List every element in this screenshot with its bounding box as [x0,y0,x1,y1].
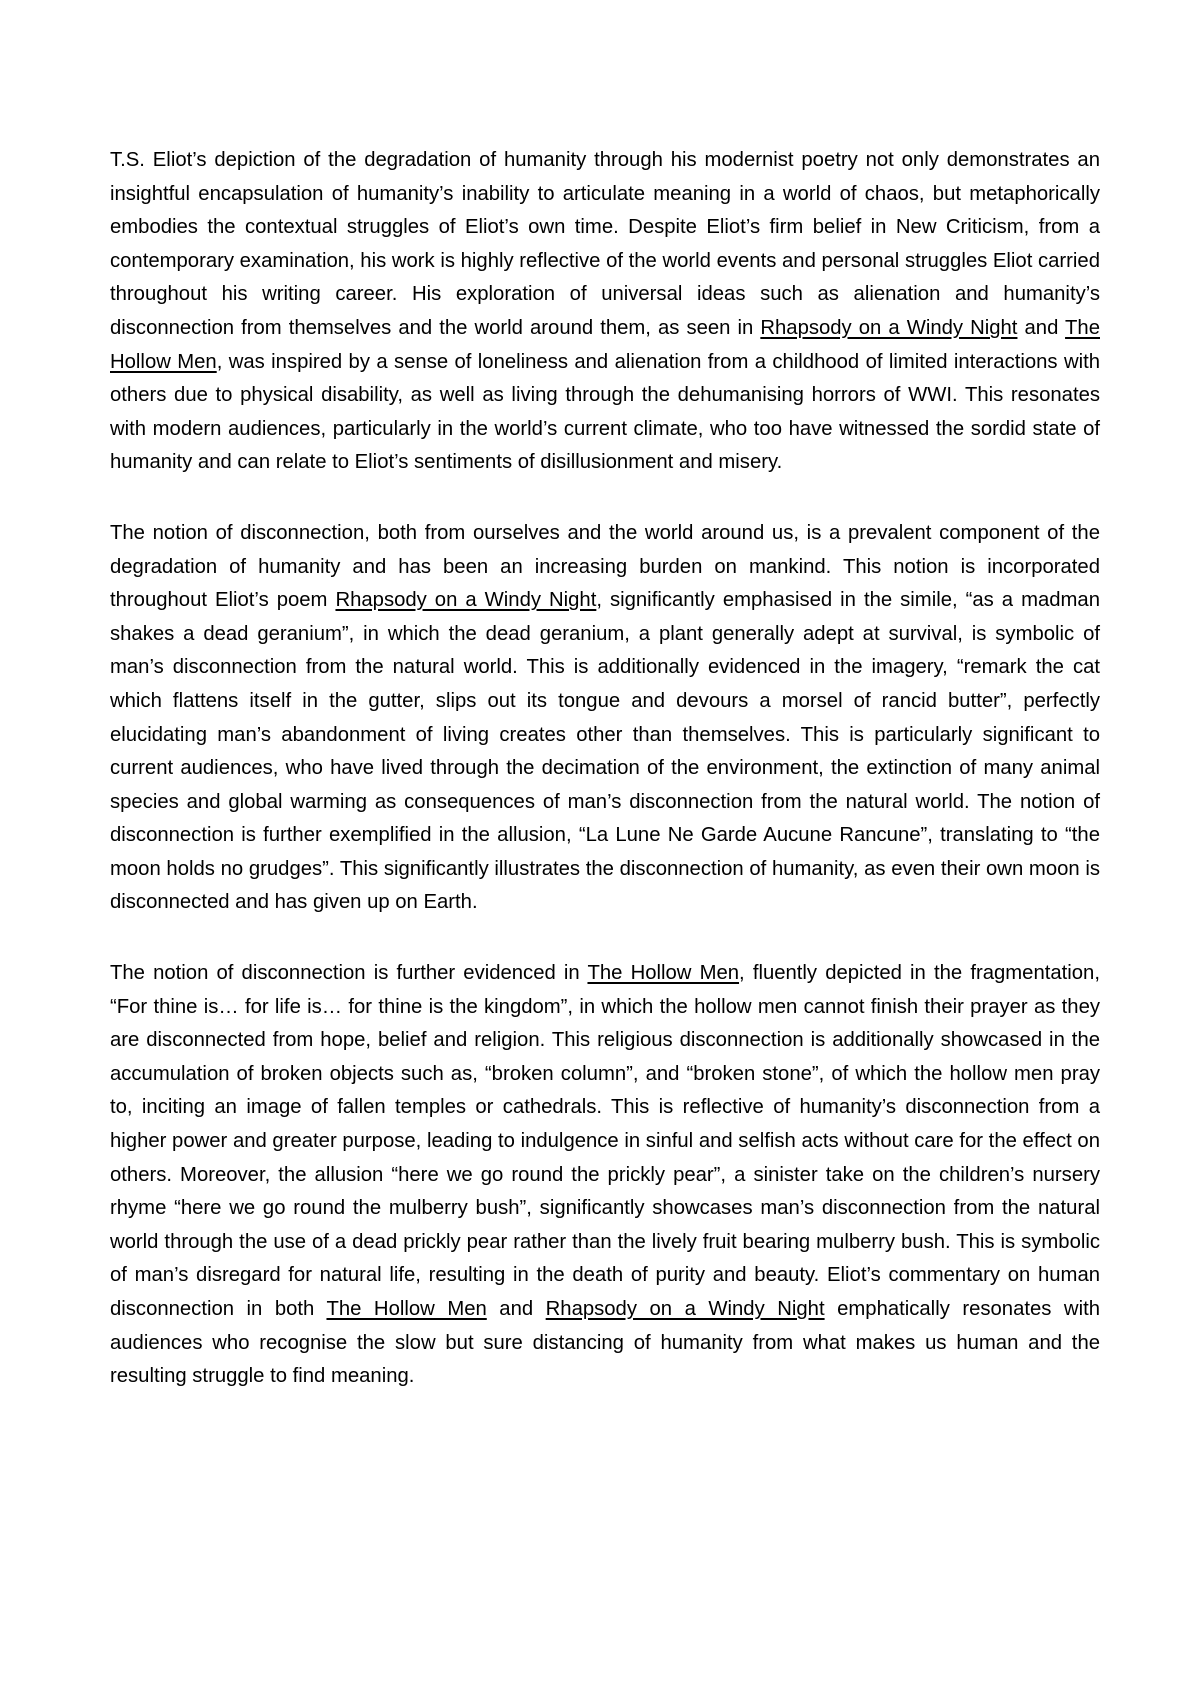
text-segment: , was inspired by a sense of loneliness and alienation from a childhood of limited interactions with others due to physical disability, as well as living through the dehumanising horrors of WWI. This resonates with modern audiences, particularly in the world’s current climate, who too have witnessed the sordid state of humanity and can relate to Eliot’s sentiments of disillusionment and misery. [110,350,1101,474]
text-segment: The notion of disconnection, both from ourselves and the world around us, is a prevalent component of the degradation of humanity and has been an increasing burden on mankind. This notion is incorporated throughout Eliot’s poem [110,521,1100,612]
text-segment: emphatically resonates with audiences who recognise the slow but sure distancing of humanity from what makes us human and the resulting struggle to find meaning. [110,1298,1101,1388]
poem-title-hollow-men: The Hollow Men [110,316,1100,373]
text-segment: and [486,1298,546,1320]
poem-title-hollow-men: The Hollow Men [326,1298,487,1320]
text-segment: and [1017,316,1066,339]
poem-title-hollow-men: The Hollow Men [587,962,740,985]
paragraph-rhapsody-analysis [110,517,1100,920]
poem-title-rhapsody: Rhapsody on a Windy Night [545,1298,825,1320]
text-segment: , significantly emphasised in the simile, “as a madman shakes a dead geranium”, in which the dead geranium, a plant generally adept at survival, is symbolic of man’s disconnection from the natural world. This is additionally evidenced in the imagery, “remark the cat which flattens itself in the gutter, slips out its tongue and devours a morsel of rancid butter”, perfectly elucidating man’s abandonment of living creates other than themselves. This is particularly significant to current audiences, who have lived through the decimation of the environment, the extinction of many animal species and global warming as consequences of man’s disconnection from the natural world. The notion of disconnection is further exemplified in the allusion, “La Lune Ne Garde Aucune Rancune”, translating to “the moon holds no grudges”. This significantly illustrates the disconnection of humanity, as even their own moon is disconnected and has given up on Earth. [110,589,1100,914]
text-segment: T.S. Eliot’s depiction of the degradation of humanity through his modernist poetry not only demonstrates an insightful encapsulation of humanity’s inability to articulate meaning in a world of chaos, but metaphorically embodies the contextual struggles of Eliot’s own time. Despite Eliot’s firm belief in New Criticism, from a contemporary examination, his work is highly reflective of the world events and personal struggles Eliot carried throughout his writing career. His exploration of universal ideas such as alienation and humanity’s disconnection from themselves and the world around them, as seen in [110,149,1100,339]
paragraph-hollow-men-analysis [110,957,1100,1394]
text-segment: , fluently depicted in the fragmentation, “For thine is… for life is… for thine is the kingdom”, in which the hollow men cannot finish their prayer as they are disconnected from hope, belief and religion. This religious disconnection is additionally showcased in the accumulation of broken objects such as, “broken column”, and “broken stone”, of which the hollow men pray to, inciting an image of fallen temples or cathedrals. This is reflective of humanity’s disconnection from a higher power and greater purpose, leading to indulgence in sinful and selfish acts without care for the effect on others. Moreover, the allusion “here we go round the prickly pear”, a sinister take on the children’s nursery rhyme “here we go round the mulberry bush”, significantly showcases man’s disconnection from the natural world through the use of a dead prickly pear rather than the lively fruit bearing mulberry bush. This is symbolic of man’s disregard for natural life, resulting in the death of purity and beauty. Eliot’s commentary on human disconnection in both [110,962,1100,1320]
poem-title-rhapsody: Rhapsody on a Windy Night [760,316,1018,339]
paragraph-introduction [110,144,1100,480]
text-segment: The notion of disconnection is further evidenced in [110,962,588,985]
essay-body [110,144,1100,1394]
poem-title-rhapsody: Rhapsody on a Windy Night [335,589,597,612]
